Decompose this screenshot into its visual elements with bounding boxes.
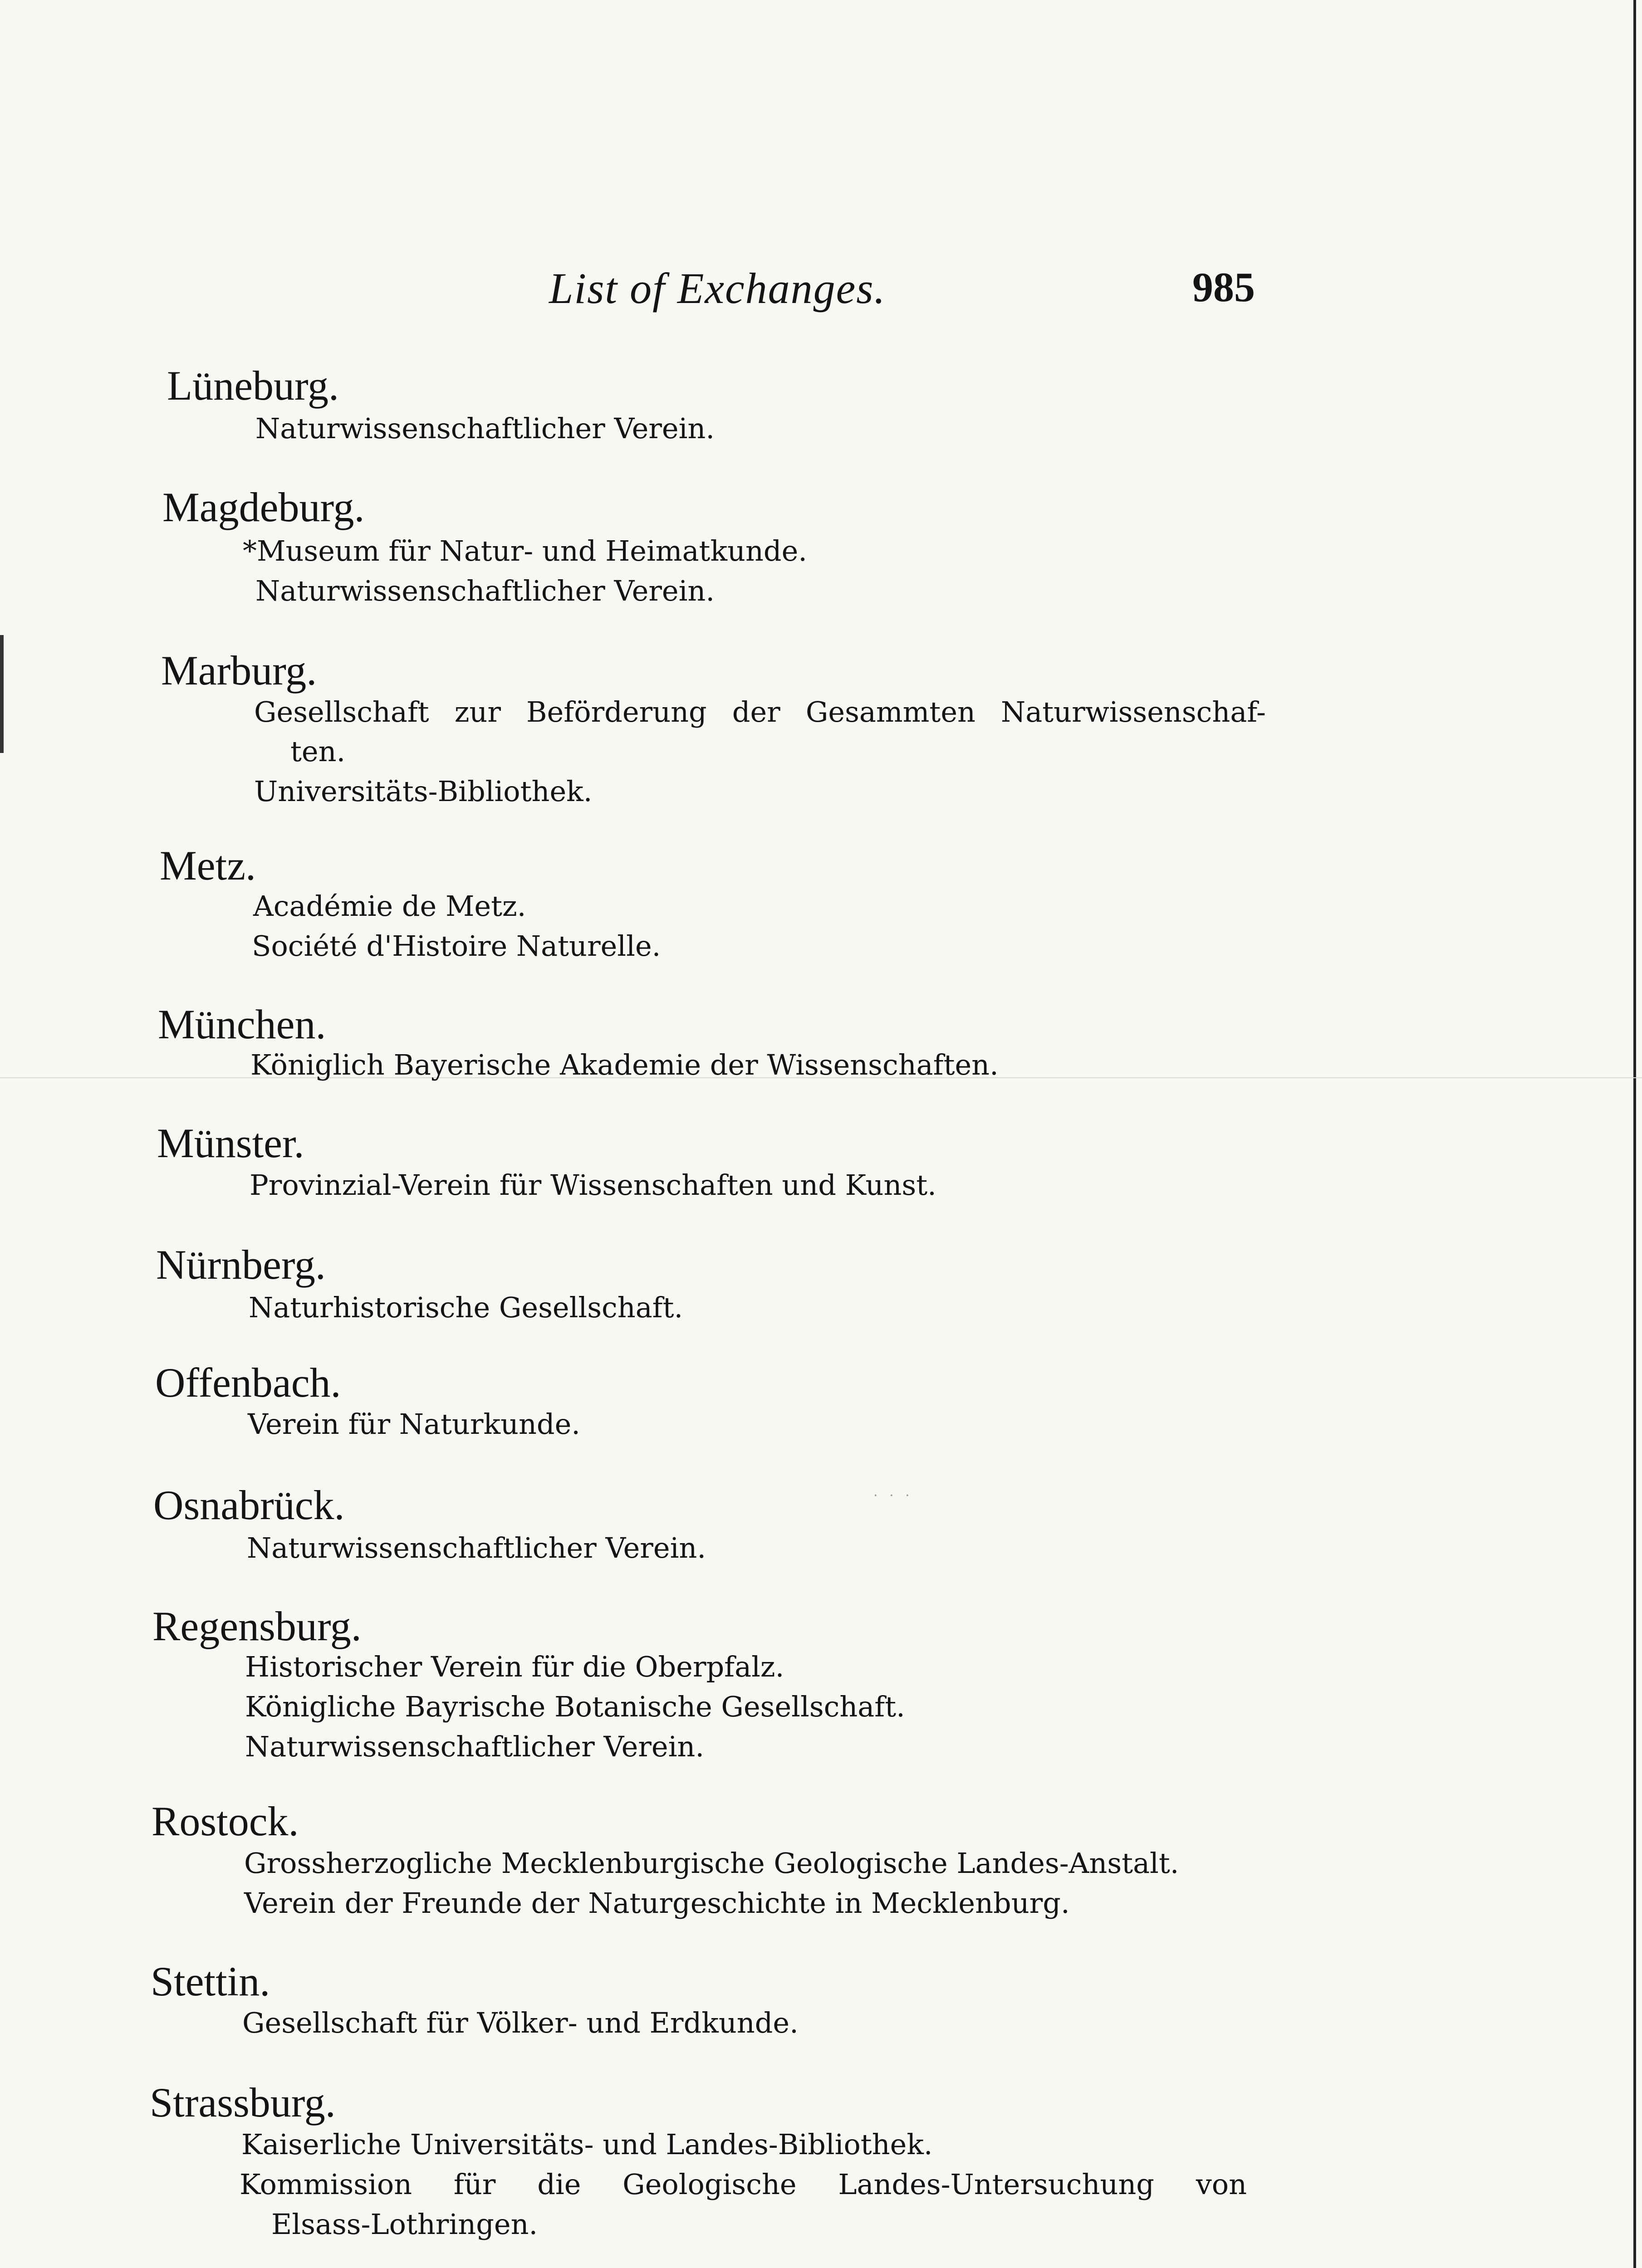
- entry-munchen-1: Königlich Bayerische Akademie der Wissenschaften.: [250, 1048, 999, 1081]
- scan-edge-right: [1633, 0, 1636, 2268]
- city-heading-regensburg: Regensburg.: [152, 1603, 362, 1649]
- entry-stettin-1: Gesellschaft für Völker- und Erdkunde.: [242, 2006, 799, 2039]
- page-header: [0, 263, 1642, 318]
- page-number: 985: [1192, 264, 1255, 310]
- city-heading-strassburg: Strassburg.: [150, 2079, 336, 2126]
- entry-metz-1: Académie de Metz.: [253, 890, 526, 923]
- entry-metz-2: Société d'Histoire Naturelle.: [252, 929, 661, 963]
- entry-luneburg-1: Naturwissenschaftlicher Verein.: [255, 412, 715, 445]
- city-heading-offenbach: Offenbach.: [155, 1359, 341, 1406]
- entry-munster-1: Provinzial-Verein für Wissenschaften und Kunst.: [250, 1168, 936, 1202]
- city-heading-osnabruck: Osnabrück.: [153, 1482, 345, 1528]
- running-title: List of Exchanges.: [549, 264, 886, 313]
- city-heading-luneburg: Lüneburg.: [167, 362, 339, 409]
- entry-rostock-2: Verein der Freunde der Naturgeschichte in Mecklenburg.: [244, 1887, 1070, 1920]
- entry-magdeburg-1: *Museum für Natur- und Heimatkunde.: [243, 534, 807, 567]
- print-speck: · · ·: [873, 1488, 913, 1504]
- entry-marburg-2: Universitäts-Bibliothek.: [254, 775, 593, 808]
- entry-strassburg-2: Kommission für die Geologische Landes-Untersuchung von: [240, 2168, 1247, 2201]
- entry-regensburg-1: Historischer Verein für die Oberpfalz.: [245, 1650, 784, 1683]
- entry-regensburg-2: Königliche Bayrische Botanische Gesellschaft.: [245, 1690, 905, 1723]
- city-heading-munster: Münster.: [157, 1120, 304, 1166]
- city-heading-stettin: Stettin.: [151, 1958, 270, 2004]
- scan-edge-left: [0, 635, 4, 753]
- entry-osnabruck-1: Naturwissenschaftlicher Verein.: [247, 1531, 706, 1564]
- city-heading-magdeburg: Magdeburg.: [162, 484, 365, 530]
- city-heading-metz: Metz.: [160, 842, 256, 889]
- entry-strassburg-2-continued: Elsass-Lothringen.: [271, 2208, 538, 2241]
- entry-nurnberg-1: Naturhistorische Gesellschaft.: [249, 1291, 683, 1324]
- entry-regensburg-3: Naturwissenschaftlicher Verein.: [245, 1730, 705, 1763]
- entry-strassburg-1: Kaiserliche Universitäts- und Landes-Bibliothek.: [241, 2128, 933, 2161]
- entry-marburg-1: Gesellschaft zur Beförderung der Gesammten Naturwissenschaf-: [254, 695, 1266, 728]
- entry-magdeburg-2: Naturwissenschaftlicher Verein.: [255, 574, 715, 607]
- entry-offenbach-1: Verein für Naturkunde.: [248, 1408, 581, 1441]
- city-heading-marburg: Marburg.: [161, 647, 317, 694]
- city-heading-rostock: Rostock.: [152, 1798, 299, 1844]
- entry-marburg-1-continued: ten.: [290, 735, 346, 768]
- entry-rostock-1: Grossherzogliche Mecklenburgische Geologische Landes-Anstalt.: [244, 1847, 1179, 1880]
- city-heading-munchen: München.: [158, 1001, 326, 1047]
- city-heading-nurnberg: Nürnberg.: [156, 1242, 326, 1288]
